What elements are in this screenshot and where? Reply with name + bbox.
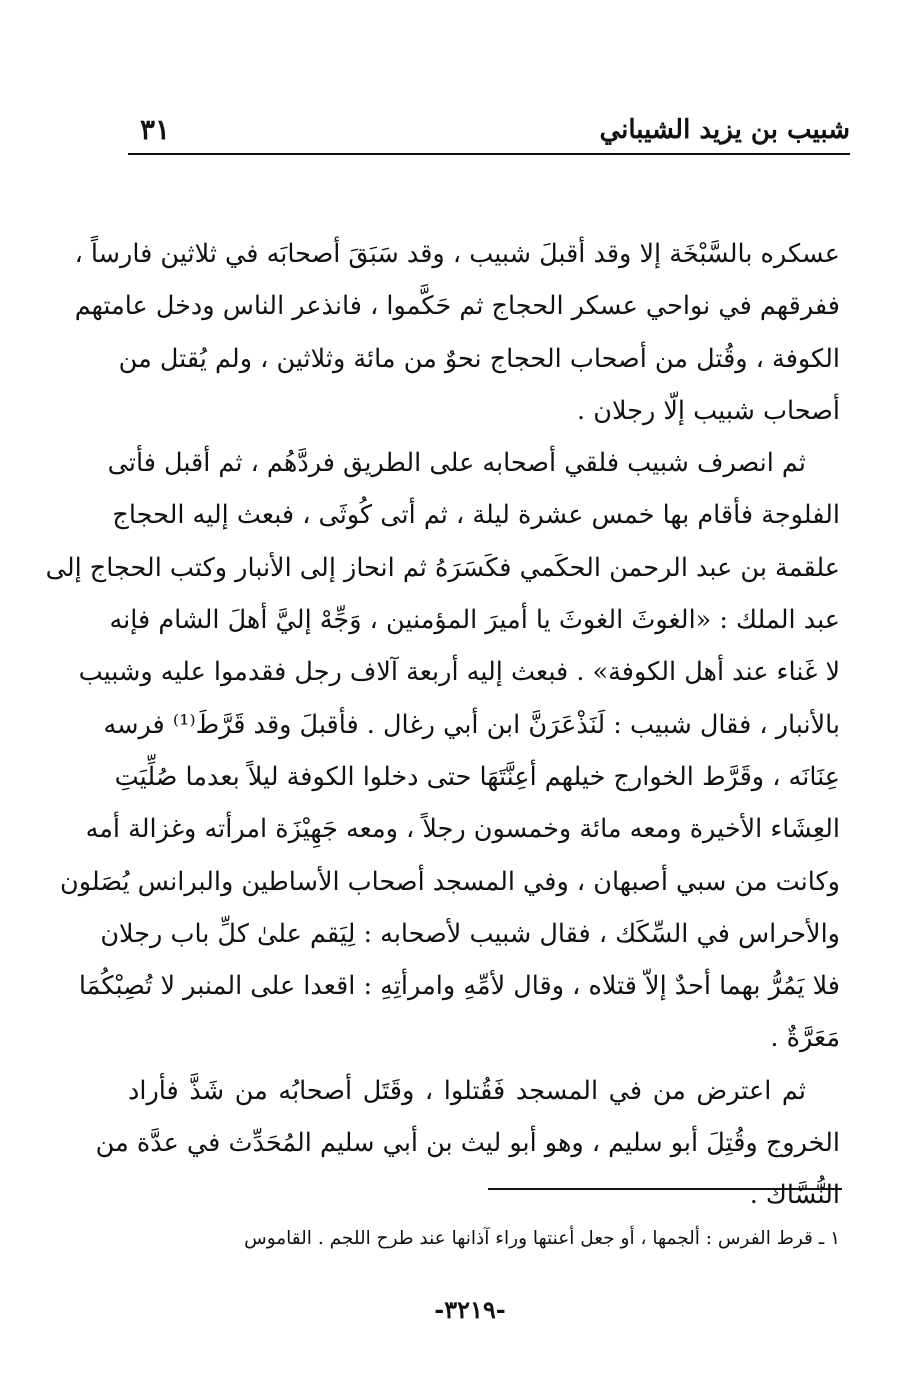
text-line: عبد الملك : «الغوثَ الغوثَ يا أميرَ المؤمنين ، وَجِّهْ إليَّ أهلَ الشام فإنه (109, 605, 840, 636)
text-line: لا غَناء عند أهل الكوفة» . فبعث إليه أربعة آلاف رجل فقدموا عليه وشبيب (78, 657, 840, 688)
text-line: علقمة بن عبد الرحمن الحكَمي فكَسَرَهُ ثم انحاز إلى الأنبار وكتب الحجاج إلى (45, 552, 840, 583)
text-line: وكانت من سبي أصبهان ، وفي المسجد أصحاب الأساطين والبرانس يُصَلون (60, 866, 840, 897)
text-line: الكوفة ، وقُتل من أصحاب الحجاج نحوٌ من مائة وثلاثين ، ولم يُقتل من (118, 343, 840, 374)
text-line: الفلوجة فأقام بها خمس عشرة ليلة ، ثم أتى كُوثَى ، فبعث إليه الحجاج (112, 500, 840, 531)
text-line: والأحراس في السِّكَك ، فقال شبيب لأصحابه : لِيَقم علىٰ كلِّ باب رجلان (100, 918, 840, 949)
text-line: ثم انصرف شبيب فلقي أصحابه على الطريق فردَّهُم ، ثم أقبل فأتى (107, 448, 806, 479)
text-line: عِنَانَه ، وقَرَّط الخوارج خيلهم أعِنَّتَهَا حتى دخلوا الكوفة ليلاً بعدما صُلِّيَتِ (114, 761, 840, 792)
text-line: الخروج وقُتِلَ أبو سليم ، وهو أبو ليث بن أبي سليم المُحَدِّث في عدَّة من (95, 1128, 840, 1159)
text-line: بالأنبار ، فقال شبيب : لَنَذْعَرَنَّ ابن أبي رغال . فأقبلَ وقد قَرَّطَ⁽¹⁾ فرسه (103, 709, 840, 740)
page-header (128, 110, 850, 154)
text-line: ففرقهم في نواحي عسكر الحجاج ثم حَكَّموا ، فانذعر الناس ودخل عامتهم (74, 291, 840, 322)
body-text (45, 228, 840, 1222)
text-line: العِشَاء الأخيرة ومعه مائة وخمسون رجلاً ، ومعه جَهِيْزَة امرأته وغزالة أمه (85, 814, 840, 845)
running-title: شبيب بن يزيد الشيباني (599, 115, 850, 145)
header-rule (128, 153, 850, 155)
text-line: فلا يَمُرُّ بهما أحدٌ إلاّ قتلاه ، وقال لأمِّهِ وامرأتِهِ : اقعدا على المنبر لا تُصِبْكُمَا (78, 971, 840, 1002)
footnote: ١ ـ قرط الفرس : ألجمها ، أو جعل أعنتها وراء آذانها عند طرح اللجم . القاموس (244, 1228, 840, 1249)
page-number-top: ٣١ (140, 113, 171, 146)
text-line: عسكره بالسَّبْخَة إلا وقد أقبلَ شبيب ، وقد سَبَقَ أصحابَه في ثلاثين فارساً ، (74, 239, 840, 269)
page-number-bottom: -٣٢١٩- (434, 1295, 506, 1324)
text-line: مَعَرَّةٌ . (770, 1023, 840, 1054)
text-line: أصحاب شبيب إلّا رجلان . (577, 395, 840, 426)
text-line: النُّسَّاك . (749, 1180, 840, 1211)
text-line: ثم اعترض من في المسجد فَقُتلوا ، وقَتَل أصحابُه من شَذَّ فأراد (128, 1075, 806, 1106)
footnote-rule (488, 1188, 842, 1190)
